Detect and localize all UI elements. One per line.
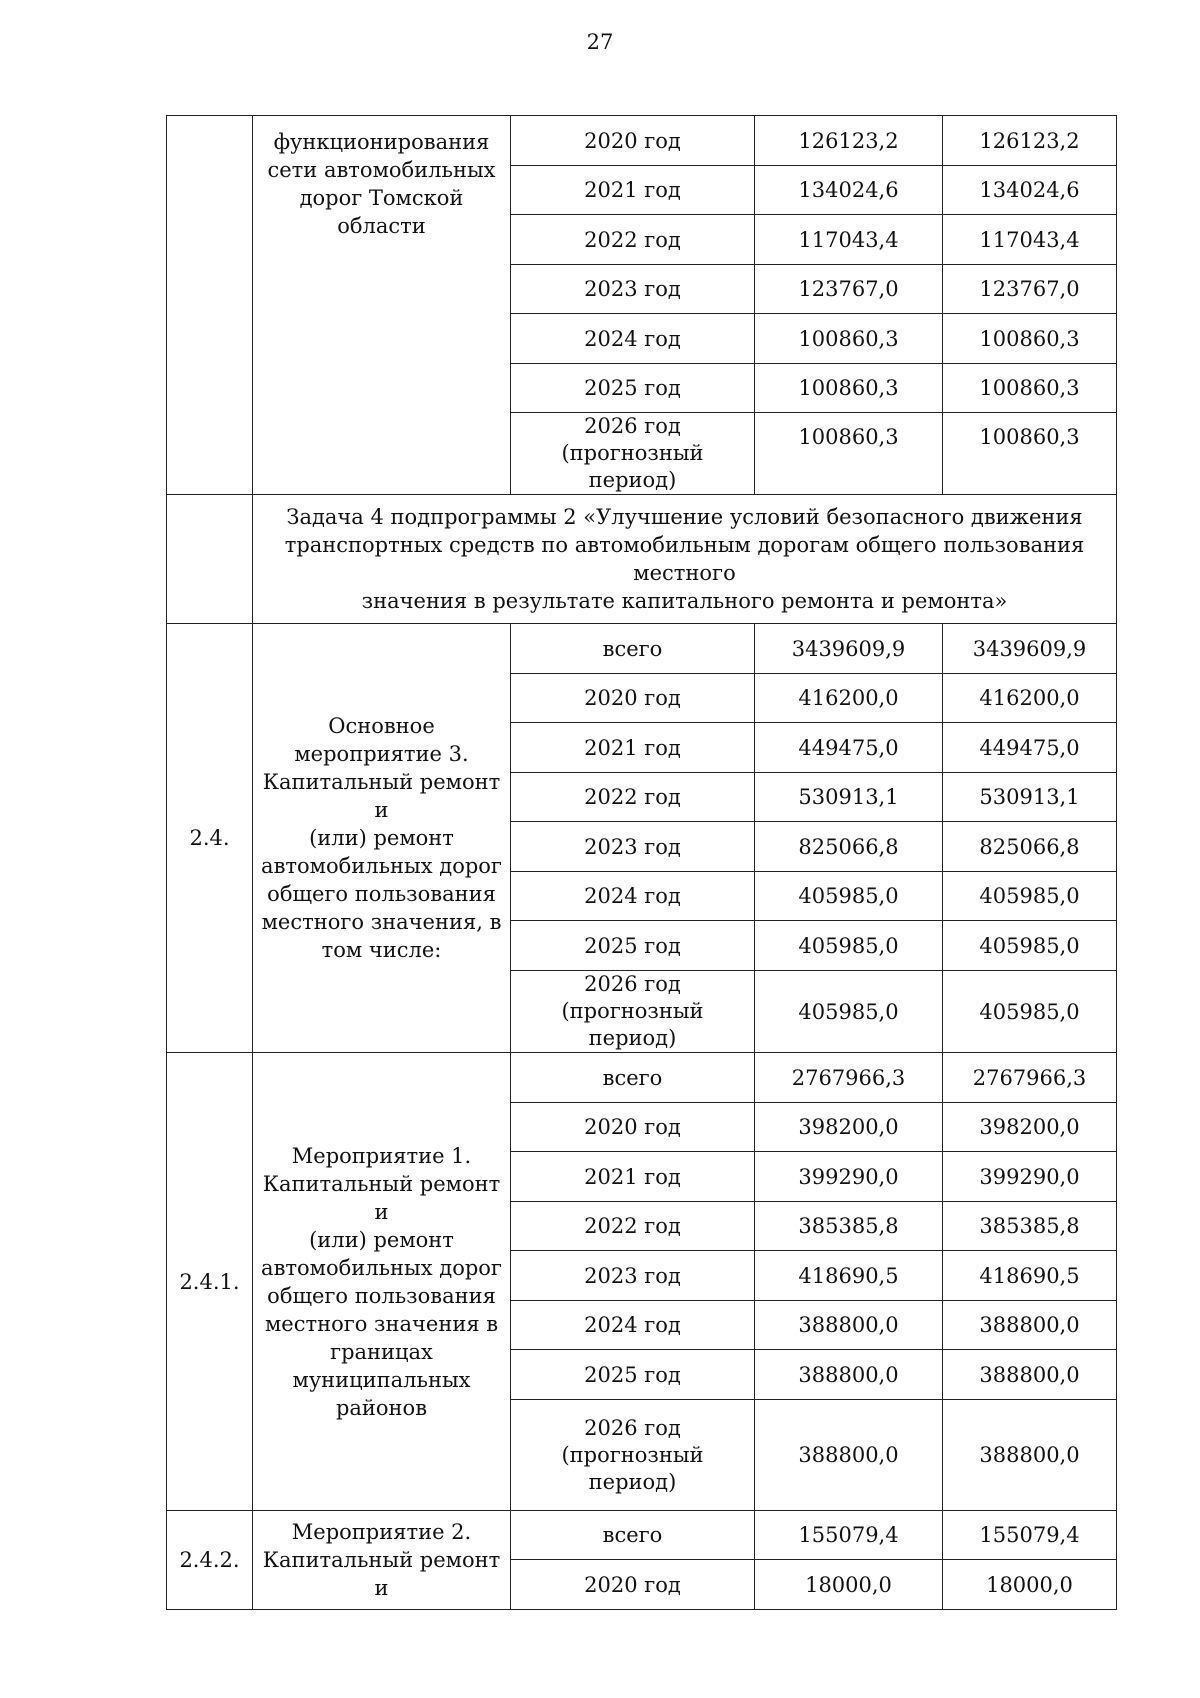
value-cell: 405985,0 (755, 872, 943, 921)
value-cell: 449475,0 (943, 723, 1117, 773)
period-cell: всего (511, 624, 755, 674)
value-cell: 405985,0 (943, 971, 1117, 1053)
period-cell: 2021 год (511, 1152, 755, 1202)
task-heading (253, 495, 1117, 624)
budget-table (166, 115, 1117, 1610)
measure-name-line: функционирования (273, 130, 490, 154)
measure-name-line: мероприятие 3. (294, 742, 469, 766)
value-cell: 416200,0 (943, 674, 1117, 723)
measure-name-cell (253, 116, 511, 495)
value-cell: 18000,0 (755, 1560, 943, 1610)
measure-name-line: автомобильных дорог (261, 854, 502, 878)
measure-name-line: Капитальный ремонт и (262, 1548, 501, 1600)
table-row (167, 624, 1117, 674)
value-cell: 100860,3 (943, 364, 1117, 413)
value-cell: 155079,4 (943, 1511, 1117, 1560)
period-cell: 2022 год (511, 773, 755, 822)
table-row (167, 1511, 1117, 1560)
measure-name-line: сети автомобильных (267, 158, 496, 182)
measure-name-line: районов (335, 1395, 428, 1420)
measure-name-line: общего пользования (267, 1283, 496, 1308)
value-cell: 155079,4 (755, 1511, 943, 1560)
measure-name-cell (253, 624, 511, 1053)
period-cell (511, 413, 755, 495)
period-cell (511, 1400, 755, 1511)
task-line: Задача 4 подпрограммы 2 «Улучшение условий безопасного движения (286, 505, 1083, 529)
period-cell: 2024 год (511, 314, 755, 364)
measure-name-line: дорог Томской области (299, 186, 464, 238)
period-cell: 2020 год (511, 116, 755, 166)
value-cell: 123767,0 (943, 265, 1117, 314)
period-cell: 2021 год (511, 723, 755, 773)
value-cell: 123767,0 (755, 265, 943, 314)
value-cell: 399290,0 (755, 1152, 943, 1202)
measure-name-line: Капитальный ремонт и (262, 1171, 501, 1224)
code-cell: 2.4. (167, 624, 253, 1053)
period-cell: 2020 год (511, 1560, 755, 1610)
value-cell: 100860,3 (943, 413, 1117, 495)
measure-name-line: местного значения в (264, 1311, 499, 1336)
value-cell: 117043,4 (755, 215, 943, 265)
measure-name-line: границах (330, 1339, 433, 1364)
measure-name-line: автомобильных дорог (261, 1255, 502, 1280)
value-cell: 405985,0 (755, 921, 943, 971)
value-cell: 126123,2 (755, 116, 943, 166)
period-cell: 2024 год (511, 1301, 755, 1350)
value-cell: 3439609,9 (755, 624, 943, 674)
code-cell: 2.4.1. (167, 1053, 253, 1511)
value-cell: 134024,6 (943, 166, 1117, 215)
value-cell: 388800,0 (755, 1350, 943, 1400)
period-cell: всего (511, 1511, 755, 1560)
value-cell: 416200,0 (755, 674, 943, 723)
value-cell: 449475,0 (755, 723, 943, 773)
task-line: значения в результате капитального ремонта и ремонта» (361, 589, 1008, 613)
value-cell: 399290,0 (943, 1152, 1117, 1202)
value-cell: 117043,4 (943, 215, 1117, 265)
period-line: период) (588, 468, 677, 492)
value-cell: 388800,0 (943, 1400, 1117, 1511)
period-cell: 2025 год (511, 364, 755, 413)
measure-name-line: Мероприятие 2. (291, 1520, 472, 1544)
period-cell: 2022 год (511, 215, 755, 265)
value-cell: 405985,0 (943, 921, 1117, 971)
value-cell: 398200,0 (755, 1103, 943, 1152)
period-line: 2026 год (прогнозный (561, 414, 704, 465)
value-cell: 418690,5 (755, 1251, 943, 1301)
period-cell: 2023 год (511, 822, 755, 872)
value-cell: 100860,3 (755, 314, 943, 364)
value-cell: 388800,0 (943, 1301, 1117, 1350)
value-cell: 418690,5 (943, 1251, 1117, 1301)
value-cell: 100860,3 (755, 413, 943, 495)
period-line: период) (588, 1026, 677, 1050)
period-cell: 2024 год (511, 872, 755, 921)
period-cell: 2021 год (511, 166, 755, 215)
measure-name-line: общего пользования (267, 882, 496, 906)
value-cell: 126123,2 (943, 116, 1117, 166)
measure-name-line: (или) ремонт (309, 1227, 454, 1252)
value-cell: 405985,0 (755, 971, 943, 1053)
measure-name-cell (253, 1053, 511, 1511)
page-number: 27 (586, 30, 614, 54)
value-cell: 2767966,3 (943, 1053, 1117, 1103)
value-cell: 3439609,9 (943, 624, 1117, 674)
period-cell (511, 971, 755, 1053)
measure-name-line: (или) ремонт (309, 826, 454, 850)
table-row (167, 1053, 1117, 1103)
value-cell: 100860,3 (943, 314, 1117, 364)
value-cell: 388800,0 (755, 1301, 943, 1350)
value-cell: 18000,0 (943, 1560, 1117, 1610)
code-cell (167, 495, 253, 624)
period-cell: 2023 год (511, 265, 755, 314)
period-line: 2026 год (прогнозный (561, 1415, 704, 1467)
value-cell: 385385,8 (943, 1202, 1117, 1251)
measure-name-line: Капитальный ремонт и (262, 770, 501, 822)
value-cell: 388800,0 (755, 1400, 943, 1511)
measure-name-line: том числе: (321, 938, 442, 962)
value-cell: 2767966,3 (755, 1053, 943, 1103)
period-line: период) (588, 1469, 677, 1494)
value-cell: 100860,3 (755, 364, 943, 413)
period-cell: 2020 год (511, 674, 755, 723)
measure-name-cell (253, 1511, 511, 1610)
value-cell: 388800,0 (943, 1350, 1117, 1400)
value-cell: 385385,8 (755, 1202, 943, 1251)
period-cell: 2023 год (511, 1251, 755, 1301)
value-cell: 825066,8 (943, 822, 1117, 872)
code-cell: 2.4.2. (167, 1511, 253, 1610)
value-cell: 405985,0 (943, 872, 1117, 921)
measure-name-line: муниципальных (292, 1367, 471, 1392)
period-cell: всего (511, 1053, 755, 1103)
task-row (167, 495, 1117, 624)
value-cell: 398200,0 (943, 1103, 1117, 1152)
period-cell: 2020 год (511, 1103, 755, 1152)
value-cell: 530913,1 (943, 773, 1117, 822)
value-cell: 134024,6 (755, 166, 943, 215)
code-cell (167, 116, 253, 495)
table-row (167, 116, 1117, 166)
measure-name-line: местного значения, в (261, 910, 502, 934)
measure-name-line: Основное (328, 714, 435, 738)
period-line: 2026 год (прогнозный (561, 972, 704, 1023)
value-cell: 825066,8 (755, 822, 943, 872)
task-line: транспортных средств по автомобильным дорогам общего пользования местного (284, 533, 1085, 585)
period-cell: 2022 год (511, 1202, 755, 1251)
value-cell: 530913,1 (755, 773, 943, 822)
period-cell: 2025 год (511, 1350, 755, 1400)
period-cell: 2025 год (511, 921, 755, 971)
measure-name-line: Мероприятие 1. (291, 1143, 472, 1168)
